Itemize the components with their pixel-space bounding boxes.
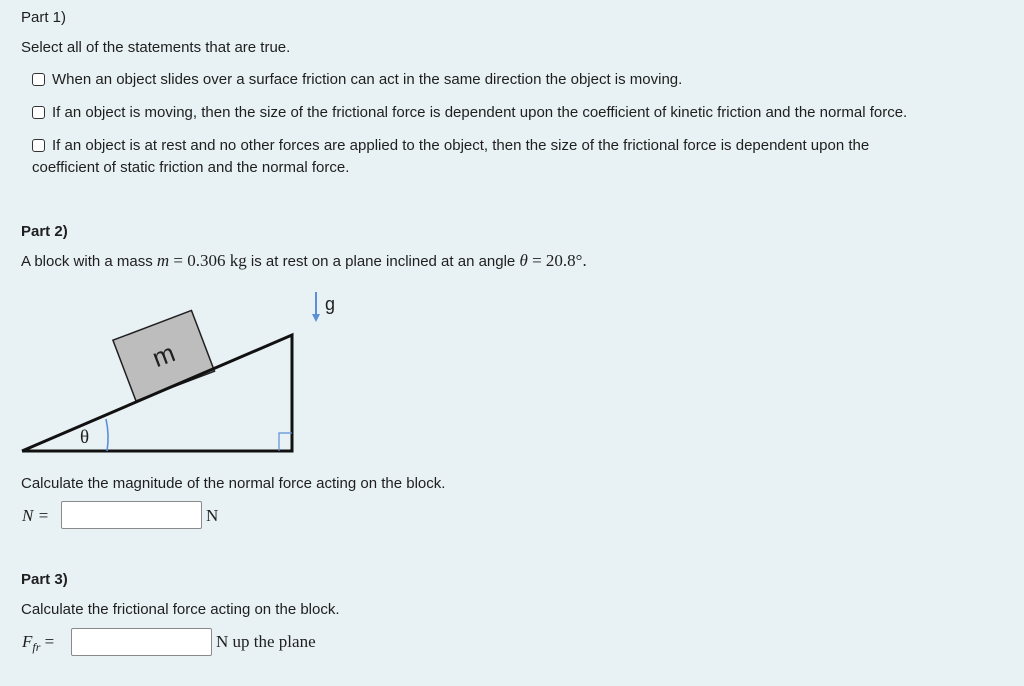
part2-heading: Part 2) (21, 223, 68, 240)
part1-prompt: Select all of the statements that are true. (21, 39, 291, 56)
option-3-text-continued: coefficient of static friction and the normal force. (32, 159, 350, 176)
option-2-text: If an object is moving, then the size of the frictional force is dependent upon the coefficient of kinetic friction and the normal force. (52, 104, 908, 121)
angle-arc (106, 419, 108, 451)
friction-question: Calculate the frictional force acting on the block. (21, 601, 340, 618)
normal-force-question: Calculate the magnitude of the normal force acting on the block. (21, 475, 446, 492)
friction-label (22, 632, 54, 655)
angle-value: = 20.8°. (527, 251, 587, 270)
normal-force-input[interactable] (61, 501, 202, 529)
prompt-middle: is at rest on a plane inclined at an angle (246, 253, 520, 270)
angle-label: θ (80, 427, 90, 448)
normal-force-label: N = (22, 506, 50, 525)
friction-unit: N up the plane (216, 632, 316, 651)
part3-heading: Part 3) (21, 571, 68, 588)
mass-symbol: m (156, 251, 170, 270)
block (113, 310, 215, 401)
friction-label-eq: = (44, 632, 55, 651)
friction-input[interactable] (71, 628, 212, 656)
gravity-label: g (325, 294, 336, 314)
part1-heading: Part 1) (21, 9, 67, 26)
friction-label-main: F (22, 632, 33, 651)
normal-force-unit: N (206, 506, 219, 525)
prompt-prefix: A block with a mass (21, 253, 157, 270)
angle-symbol: θ (519, 251, 528, 270)
block-label: m (148, 337, 180, 374)
option-1-text: When an object slides over a surface friction can act in the same direction the object is moving. (52, 71, 683, 88)
right-angle-marker (279, 433, 292, 451)
gravity-arrowhead (312, 314, 320, 322)
friction-label-sub: fr (32, 640, 41, 654)
option-3-text: If an object is at rest and no other forces are applied to the object, then the size of the frictional force is dependent upon the (52, 137, 870, 154)
mass-value: = 0.306 kg (169, 251, 247, 270)
